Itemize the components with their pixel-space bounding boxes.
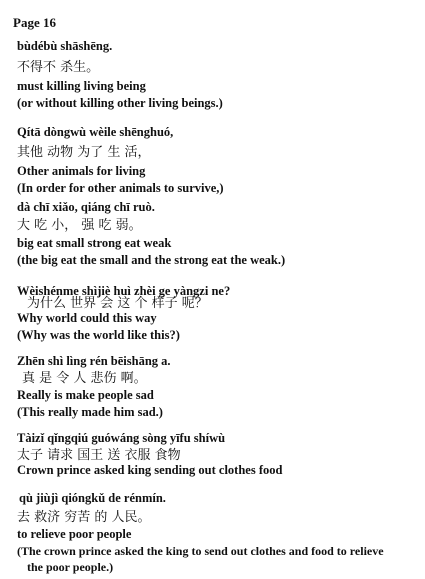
gloss-line: Really is make people sad [17, 388, 154, 402]
gloss-line: Crown prince asked king sending out clothes food [17, 463, 283, 477]
translation-line: (In order for other animals to survive,) [17, 181, 224, 195]
gloss-line: Why world could this way [17, 311, 157, 325]
gloss-line: Other animals for living [17, 164, 146, 178]
translation-line: (Why was the world like this?) [17, 328, 180, 342]
translation-line-continued: the poor people.) [27, 560, 114, 574]
translation-line: (The crown prince asked the king to send out clothes and food to relieve [17, 544, 384, 558]
gloss-line: big eat small strong eat weak [17, 236, 172, 250]
gloss-line: to relieve poor people [17, 527, 132, 541]
gloss-line: must killing living being [17, 79, 146, 93]
chinese-line: 为什么 世界 会 这 个 样子 呢？ [27, 296, 208, 311]
page-number: Page 16 [13, 15, 56, 30]
translation-line: (or without killing other living beings.) [17, 96, 223, 110]
pinyin-line: dà chī xiǎo, qiáng chī ruò. [17, 200, 155, 214]
chinese-line: 太子 请求 国王 送 衣服 食物 [17, 448, 181, 463]
chinese-line: 不得不 杀生。 [17, 60, 100, 75]
translation-line: (the big eat the small and the strong eat the weak.) [17, 253, 286, 267]
pinyin-line: Wèishénme shìjiè huì zhèi ge yàngzi ne? [17, 284, 231, 298]
pinyin-line: Qítā dòngwù wèile shēnghuó, [17, 125, 174, 139]
pinyin-line: Zhēn shì lìng rén bēishāng a. [17, 354, 171, 368]
pinyin-line: qù jiùjì qióngkǔ de rénmín. [19, 491, 166, 505]
pinyin-line: bùdébù shāshēng. [17, 39, 113, 53]
chinese-line: 去 救济 穷苦 的 人民。 [17, 510, 151, 525]
chinese-line: 大 吃 小， 强 吃 弱。 [17, 218, 142, 233]
chinese-line: 其他 动物 为了 生 活， [17, 145, 151, 160]
pinyin-line: Tàizǐ qǐngqiú guówáng sòng yīfu shíwù [17, 431, 226, 445]
translation-line: (This really made him sad.) [17, 405, 163, 419]
chinese-line: 真 是 令 人 悲伤 啊。 [22, 371, 147, 386]
